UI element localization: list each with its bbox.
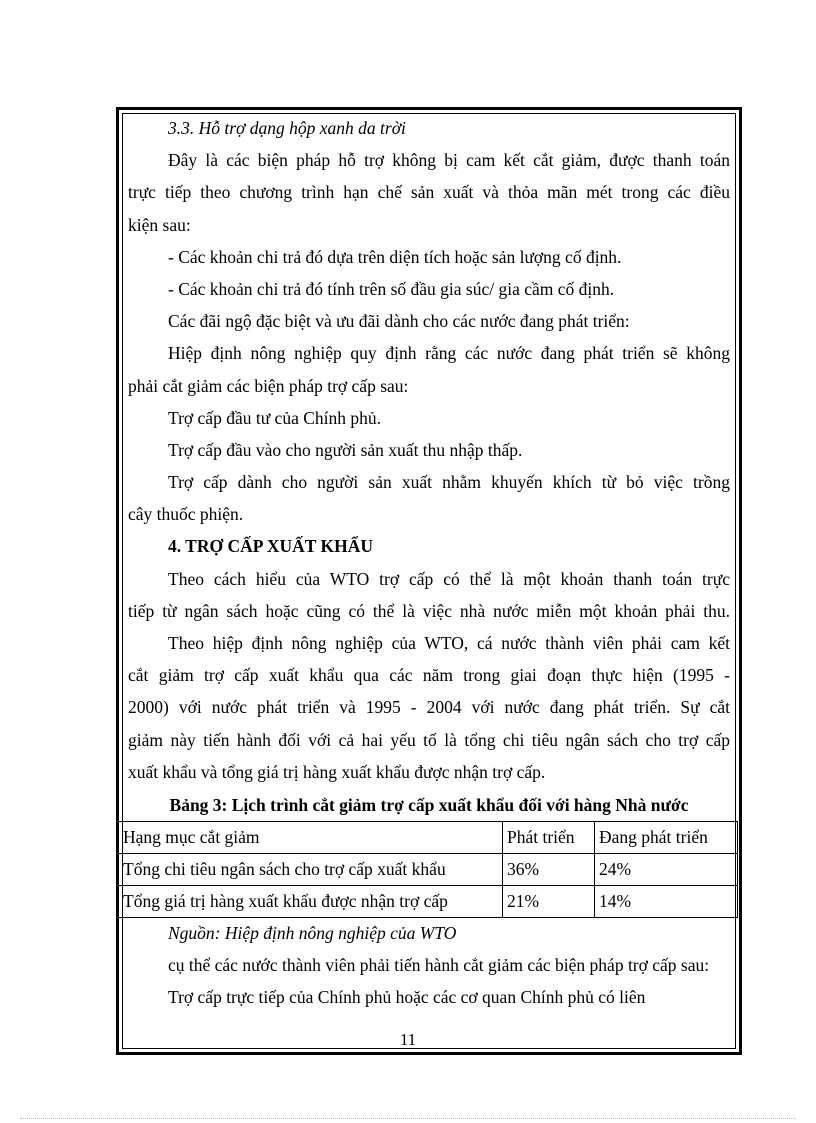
section-heading-4: 4. TRỢ CẤP XUẤT KHẨU xyxy=(168,536,374,557)
table-source: Nguồn: Hiệp định nông nghiệp của WTO xyxy=(168,923,457,943)
subsidy-item: Trợ cấp đầu tư của Chính phủ. xyxy=(168,407,381,428)
table-header-cell: Hạng mục cắt giảm xyxy=(119,822,503,854)
table-cell: 21% xyxy=(503,886,595,918)
table-cell: 14% xyxy=(595,886,738,918)
table-cell: Tổng chi tiêu ngân sách cho trợ cấp xuất khẩu xyxy=(119,854,503,886)
paragraph-line: xuất khẩu và tổng giá trị hàng xuất khẩu được nhận trợ cấp. xyxy=(128,761,546,782)
paragraph-line: cắt giảm trợ cấp xuất khẩu qua các năm trong giai đoạn thực hiện (1995 - xyxy=(128,665,730,686)
paragraph-line: Theo cách hiểu của WTO trợ cấp có thể là một khoản thanh toán trực xyxy=(168,568,730,589)
page-bottom-divider xyxy=(20,1118,796,1119)
subsidy-item: Trợ cấp đầu vào cho người sản xuất thu nhập thấp. xyxy=(168,439,523,460)
paragraph-line: Theo hiệp định nông nghiệp của WTO, cá nước thành viên phải cam kết xyxy=(168,633,730,653)
table-row xyxy=(119,854,738,886)
paragraph-line: Trợ cấp dành cho người sản xuất nhằm khuyến khích từ bỏ việc trồng xyxy=(168,472,730,493)
document-body xyxy=(128,112,730,822)
table-cell: 24% xyxy=(595,854,738,886)
paragraph-line: Đây là các biện pháp hỗ trợ không bị cam kết cắt giảm, được thanh toán xyxy=(168,150,730,171)
paragraph-line: Các đãi ngộ đặc biệt và ưu đãi dành cho các nước đang phát triển: xyxy=(168,311,630,332)
page-number: 11 xyxy=(399,1030,417,1049)
table-cell: Tổng giá trị hàng xuất khẩu được nhận trợ cấp xyxy=(119,886,503,918)
paragraph-line: Trợ cấp trực tiếp của Chính phủ hoặc các cơ quan Chính phủ có liên xyxy=(168,987,646,1008)
paragraph-line: phải cắt giảm các biện pháp trợ cấp sau: xyxy=(128,375,409,396)
table-row xyxy=(119,886,738,918)
table-header-row xyxy=(119,822,738,854)
bullet-item: - Các khoản chi trả đó dựa trên diện tích hoặc sản lượng cố định. xyxy=(168,246,622,267)
paragraph-line: cụ thể các nước thành viên phải tiến hành cắt giảm các biện pháp trợ cấp sau: xyxy=(168,955,710,976)
table-caption: Bảng 3: Lịch trình cắt giảm trợ cấp xuất khẩu đối với hàng Nhà nước xyxy=(169,794,689,815)
table-header-cell: Phát triển xyxy=(503,822,595,854)
paragraph-line: tiếp từ ngân sách hoặc cũng có thể là việc nhà nước miễn một khoản phải thu. xyxy=(128,600,730,621)
table-header-cell: Đang phát triển xyxy=(595,822,738,854)
bullet-item: - Các khoản chi trả đó tính trên số đầu gia súc/ gia cầm cố định. xyxy=(168,278,615,299)
document-body-continued xyxy=(128,917,730,1014)
paragraph-line: giảm này tiến hành đối với cả hai yếu tố là tổng chi tiêu ngân sách cho trợ cấp xyxy=(128,729,730,750)
paragraph-line: 2000) với nước phát triển và 1995 - 2004 với nước đang phát triển. Sự cắt xyxy=(128,697,730,718)
table-cell: 36% xyxy=(503,854,595,886)
paragraph-line: Hiệp định nông nghiệp quy định rằng các nước đang phát triển sẽ không xyxy=(168,343,730,364)
paragraph-line: trực tiếp theo chương trình hạn chế sản xuất và thỏa mãn mét trong các điều xyxy=(128,182,730,203)
reduction-schedule-table xyxy=(118,821,738,918)
paragraph-line: kiện sau: xyxy=(128,214,191,235)
section-heading: 3.3. Hỗ trợ dạng hộp xanh da trời xyxy=(168,118,406,138)
paragraph-line: cây thuốc phiện. xyxy=(128,504,244,525)
